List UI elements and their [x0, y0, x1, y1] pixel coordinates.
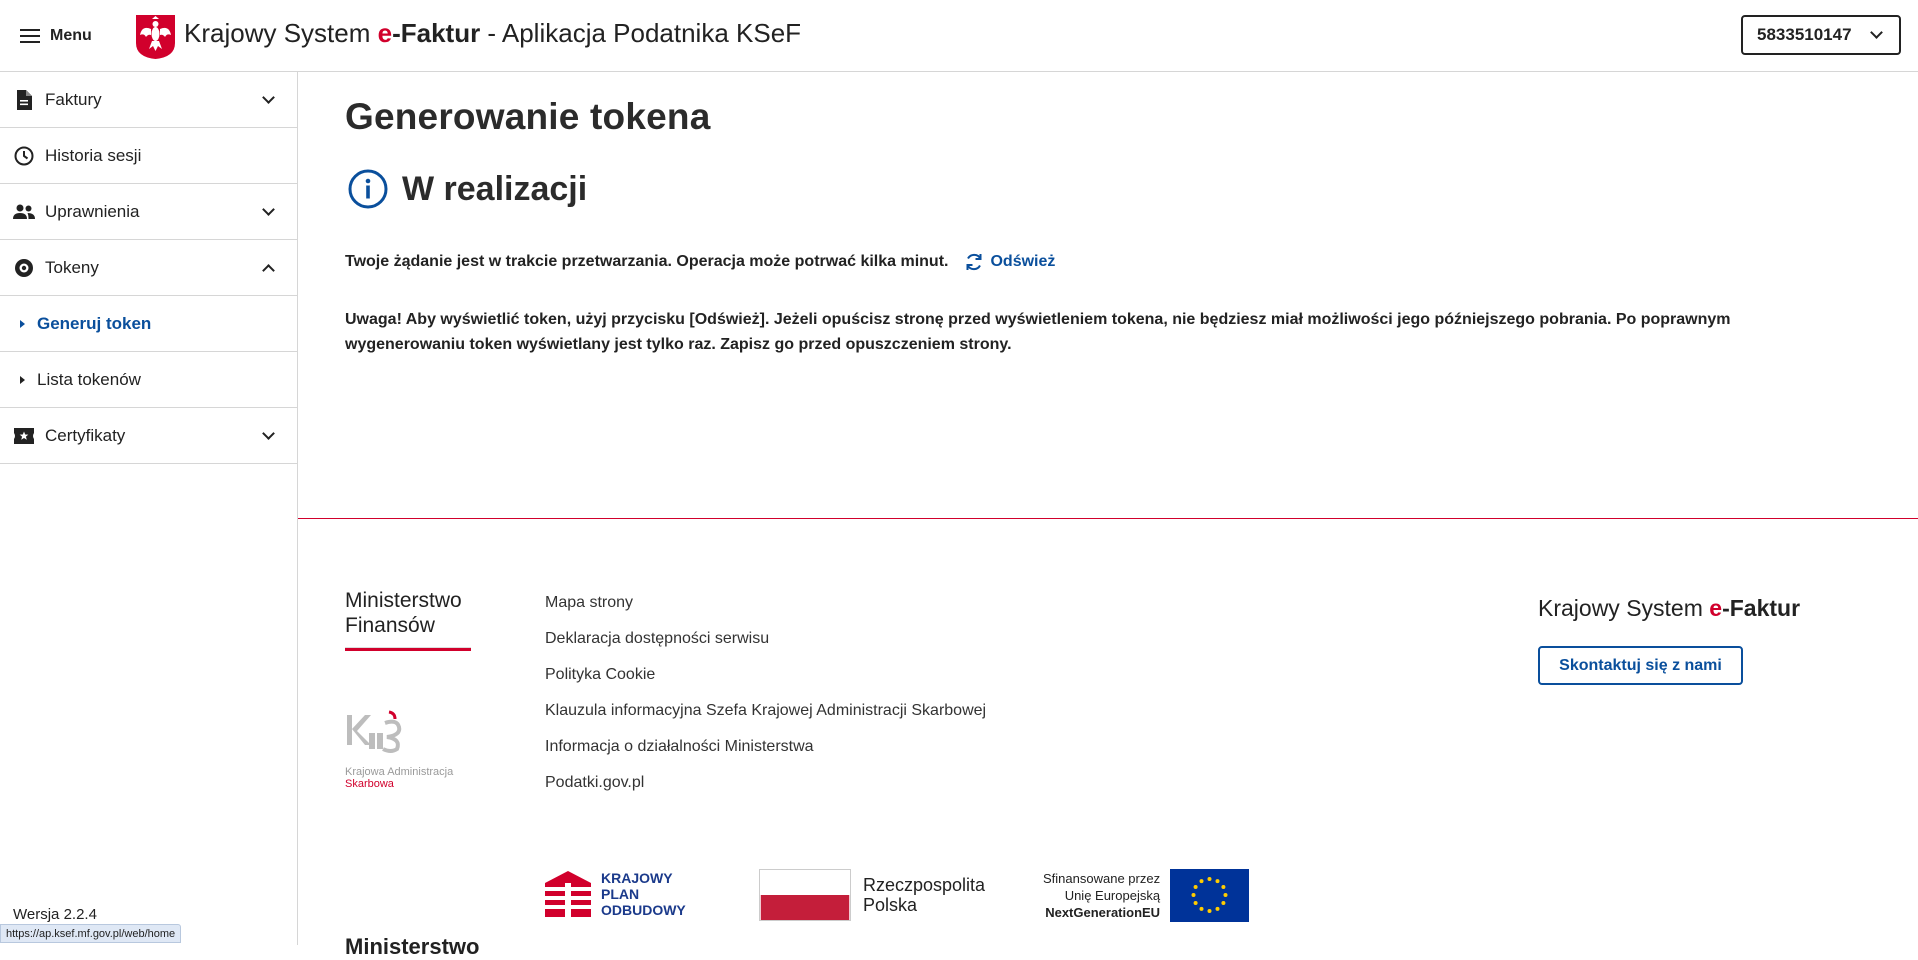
sidebar — [0, 72, 298, 945]
app-title: Krajowy System e-Faktur - Aplikacja Podatnika KSeF — [184, 18, 802, 48]
sidebar-item-label: Faktury — [45, 89, 102, 109]
rzeczpospolita-polska-logo — [759, 869, 985, 921]
menu-button[interactable] — [20, 22, 92, 50]
sidebar-item-historia-sesji[interactable] — [0, 128, 297, 184]
people-icon — [14, 202, 34, 222]
page-title: Generowanie tokena — [345, 96, 711, 137]
sidebar-item-faktury[interactable] — [0, 72, 297, 128]
sidebar-item-label: Uprawnienia — [45, 201, 140, 221]
main-content — [298, 72, 1918, 959]
ministerstwo-finansow-logo[interactable] — [345, 588, 477, 651]
status-title: W realizacji — [402, 169, 588, 208]
footer-link-podatki[interactable]: Podatki.gov.pl — [545, 774, 645, 791]
sidebar-item-generuj-token[interactable] — [0, 296, 297, 352]
sidebar-item-lista-tokenow[interactable] — [0, 352, 297, 408]
refresh-label: Odśwież — [990, 253, 1056, 270]
footer-link-informacja-o-dzialalnosci[interactable]: Informacja o działalności Ministerstwa — [545, 738, 814, 755]
browser-status-url: https://ap.ksef.mf.gov.pl/web/home — [0, 924, 181, 943]
bullet-triangle-icon — [20, 376, 25, 384]
footer-link-polityka-cookie[interactable]: Polityka Cookie — [545, 666, 656, 683]
chevron-down-icon — [262, 91, 275, 104]
kas-logo[interactable] — [345, 709, 485, 790]
kas-line2: Skarbowa — [345, 778, 394, 790]
footer-link-mapa-strony[interactable]: Mapa strony — [545, 594, 634, 611]
chevron-down-icon — [262, 427, 275, 440]
nip-context-select[interactable] — [1741, 15, 1901, 55]
mf-logo-bar — [345, 647, 471, 651]
certificate-icon — [14, 426, 34, 446]
sidebar-item-certyfikaty[interactable] — [0, 408, 297, 464]
refresh-icon — [964, 252, 984, 272]
hamburger-icon — [20, 29, 40, 43]
chevron-down-icon — [1870, 26, 1883, 39]
kpo-logo — [545, 869, 686, 919]
poland-emblem-logo — [134, 13, 177, 60]
sidebar-item-label: Generuj token — [37, 313, 152, 333]
warning-text: Uwaga! Aby wyświetlić token, użyj przycisku [Odśwież]. Jeżeli opuścisz stronę przed wyświetleniem tokena, nie będziesz miał możliwości jego późniejszego pobrania. Po poprawnym wygenerowaniu token wyświetlany jest tylko raz. Zapisz go przed opuszczeniem strony. — [345, 311, 1731, 353]
contact-button[interactable]: Skontaktuj się z nami — [1538, 646, 1743, 685]
ksef-footer-logo: Krajowy System e-Faktur — [1538, 595, 1801, 621]
refresh-button[interactable] — [964, 252, 1055, 272]
footer-divider — [298, 518, 1918, 519]
kas-mark-icon — [345, 709, 405, 757]
footer-links — [545, 585, 986, 801]
eu-flag-icon — [1170, 869, 1249, 922]
kpo-mark-icon — [545, 869, 591, 919]
sidebar-item-label: Historia sesji — [45, 145, 142, 165]
kas-line1: Krajowa Administracja — [345, 766, 454, 778]
kpo-text: KRAJOWY PLAN ODBUDOWY — [601, 870, 686, 918]
sidebar-item-label: Lista tokenów — [37, 369, 141, 389]
clock-icon — [14, 146, 34, 166]
info-icon — [348, 169, 388, 209]
chevron-up-icon — [262, 264, 275, 277]
sidebar-item-tokeny[interactable] — [0, 240, 297, 296]
token-icon — [14, 258, 34, 278]
footer-link-klauzula-informacyjna[interactable]: Klauzula informacyjna Szefa Krajowej Administracji Skarbowej — [545, 702, 987, 719]
eu-funding-logo — [1043, 869, 1249, 922]
document-icon — [14, 90, 34, 110]
processing-text: Twoje żądanie jest w trakcie przetwarzania. Operacja może potrwać kilka minut. — [345, 253, 949, 270]
status-header — [348, 169, 587, 209]
poland-flag-icon — [759, 869, 851, 921]
app-version: Wersja 2.2.4 — [13, 906, 97, 923]
sidebar-item-label: Tokeny — [45, 257, 99, 277]
rp-text: Rzeczpospolita Polska — [863, 875, 986, 915]
sidebar-item-uprawnienia[interactable] — [0, 184, 297, 240]
sidebar-item-label: Certyfikaty — [45, 425, 126, 445]
menu-label: Menu — [50, 27, 92, 44]
bullet-triangle-icon — [20, 320, 25, 328]
mf-logo-text: Ministerstwo Finansów — [345, 589, 462, 637]
chevron-down-icon — [262, 203, 275, 216]
eu-text: Sfinansowane przez Unię Europejską NextGenerationEU — [1043, 871, 1161, 920]
footer-link-deklaracja-dostepnosci[interactable]: Deklaracja dostępności serwisu — [545, 630, 770, 647]
top-bar — [0, 0, 1918, 72]
processing-message — [345, 252, 1055, 272]
footer-cut-heading: Ministerstwo — [345, 934, 480, 959]
nip-value: 5833510147 — [1757, 25, 1852, 44]
